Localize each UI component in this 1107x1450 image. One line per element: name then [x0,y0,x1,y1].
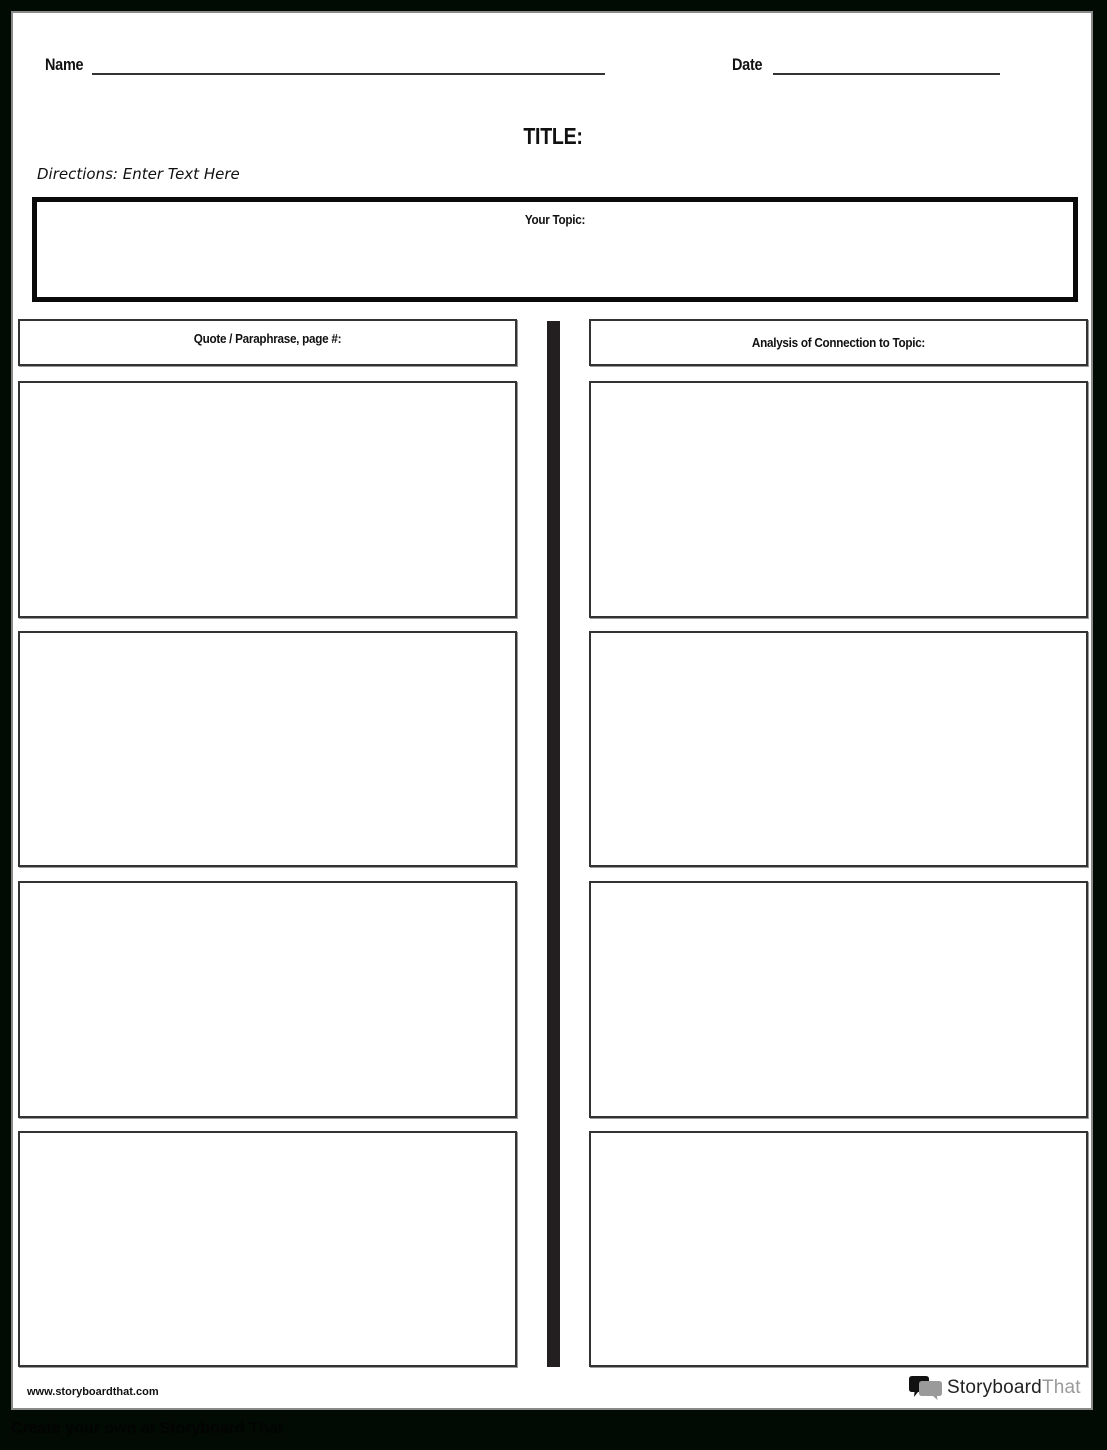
speech-bubbles-icon [909,1375,943,1401]
name-label: Name [45,55,84,74]
analysis-header-label: Analysis of Connection to Topic: [751,335,926,350]
directions-text[interactable]: Directions: Enter Text Here [37,165,240,183]
quote-cell-1[interactable] [18,381,517,618]
footer-url[interactable]: www.storyboardthat.com [27,1386,159,1398]
date-field[interactable] [773,73,1000,75]
quote-column-header [18,319,517,366]
quote-header-label: Quote / Paraphrase, page #: [193,331,342,346]
topic-label: Your Topic: [524,212,586,227]
analysis-cell-2[interactable] [589,631,1088,867]
worksheet-page [11,11,1093,1410]
date-label: Date [732,55,763,74]
name-field[interactable] [92,73,605,75]
topic-box[interactable] [32,197,1078,302]
analysis-cell-4[interactable] [589,1131,1088,1367]
storyboardthat-logo[interactable] [909,1375,1081,1401]
brand-accent-text: That [1041,1377,1081,1398]
analysis-cell-3[interactable] [589,881,1088,1118]
center-divider [547,321,560,1367]
analysis-cell-1[interactable] [589,381,1088,618]
quote-cell-4[interactable] [18,1131,517,1367]
analysis-column-header [589,319,1088,366]
create-your-own-caption[interactable]: Create your own at Storyboard That [11,1420,284,1437]
quote-cell-2[interactable] [18,631,517,867]
brand-main-text: Storyboard [947,1377,1042,1398]
worksheet-title[interactable]: TITLE: [523,123,583,149]
quote-cell-3[interactable] [18,881,517,1118]
